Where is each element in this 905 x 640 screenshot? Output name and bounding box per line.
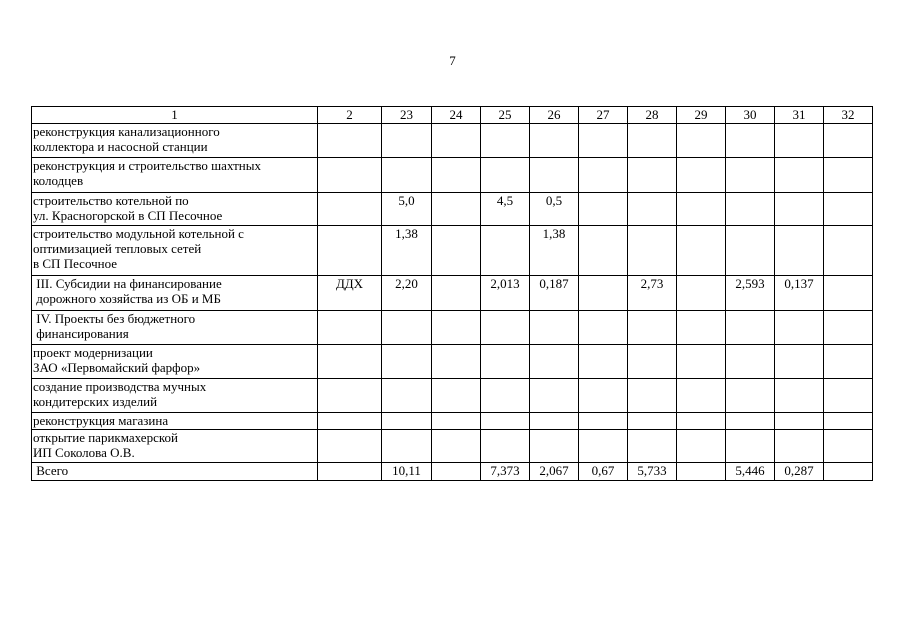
column-header: 28: [628, 107, 677, 124]
value-cell: [824, 226, 873, 276]
value-cell: [726, 311, 775, 345]
value-cell: [628, 158, 677, 193]
value-cell: [382, 345, 432, 379]
value-cell: 4,5: [481, 193, 530, 226]
row-description: проект модернизации ЗАО «Первомайский фарфор»: [32, 345, 318, 379]
value-cell: [775, 226, 824, 276]
column-header: 32: [824, 107, 873, 124]
value-cell: [432, 276, 481, 311]
value-cell: [628, 430, 677, 463]
value-cell: [677, 158, 726, 193]
value-cell: [579, 158, 628, 193]
value-cell: [579, 193, 628, 226]
table-row: [32, 311, 873, 345]
row-code: [318, 193, 382, 226]
value-cell: [481, 226, 530, 276]
value-cell: 5,446: [726, 463, 775, 481]
value-cell: [775, 311, 824, 345]
row-code: [318, 226, 382, 276]
value-cell: [824, 463, 873, 481]
value-cell: [628, 345, 677, 379]
table-row: [32, 226, 873, 276]
value-cell: [579, 430, 628, 463]
row-code: [318, 463, 382, 481]
value-cell: 5,0: [382, 193, 432, 226]
value-cell: [677, 379, 726, 413]
value-cell: [726, 226, 775, 276]
header-row: [32, 107, 873, 124]
row-description: строительство котельной по ул. Красногорской в СП Песочное: [32, 193, 318, 226]
value-cell: [726, 124, 775, 158]
value-cell: [775, 193, 824, 226]
value-cell: [481, 158, 530, 193]
value-cell: [824, 413, 873, 430]
row-description: III. Субсидии на финансирование дорожного хозяйства из ОБ и МБ: [32, 276, 318, 311]
column-header: 25: [481, 107, 530, 124]
row-code: [318, 379, 382, 413]
table-row: [32, 379, 873, 413]
value-cell: [432, 193, 481, 226]
table-row: [32, 124, 873, 158]
value-cell: [530, 158, 579, 193]
value-cell: [726, 193, 775, 226]
value-cell: [530, 430, 579, 463]
table-row: [32, 158, 873, 193]
row-description: реконструкция канализационного коллектора и насосной станции: [32, 124, 318, 158]
value-cell: 0,187: [530, 276, 579, 311]
row-description: строительство модульной котельной с оптимизацией тепловых сетей в СП Песочное: [32, 226, 318, 276]
value-cell: [628, 193, 677, 226]
table-row: [32, 430, 873, 463]
table-row: [32, 463, 873, 481]
value-cell: [481, 430, 530, 463]
value-cell: 10,11: [382, 463, 432, 481]
value-cell: [432, 124, 481, 158]
value-cell: [824, 379, 873, 413]
value-cell: 2,73: [628, 276, 677, 311]
table-row: [32, 345, 873, 379]
value-cell: [382, 311, 432, 345]
value-cell: [481, 124, 530, 158]
value-cell: 2,067: [530, 463, 579, 481]
value-cell: [432, 311, 481, 345]
value-cell: [726, 430, 775, 463]
value-cell: [481, 413, 530, 430]
value-cell: [677, 311, 726, 345]
value-cell: [628, 413, 677, 430]
column-header: 26: [530, 107, 579, 124]
page-number: 7: [449, 53, 456, 68]
value-cell: [579, 345, 628, 379]
value-cell: 1,38: [530, 226, 579, 276]
data-table: [31, 106, 873, 481]
value-cell: [579, 379, 628, 413]
row-code: [318, 124, 382, 158]
value-cell: [726, 158, 775, 193]
value-cell: 1,38: [382, 226, 432, 276]
column-header: 2: [318, 107, 382, 124]
value-cell: [432, 463, 481, 481]
value-cell: [824, 193, 873, 226]
value-cell: [481, 379, 530, 413]
value-cell: [677, 345, 726, 379]
value-cell: [530, 124, 579, 158]
value-cell: [628, 311, 677, 345]
row-description: создание производства мучных кондитерских изделий: [32, 379, 318, 413]
row-code: [318, 413, 382, 430]
row-code: ДДХ: [318, 276, 382, 311]
table-row: [32, 193, 873, 226]
value-cell: 2,013: [481, 276, 530, 311]
column-header: 24: [432, 107, 481, 124]
value-cell: [677, 430, 726, 463]
value-cell: [579, 413, 628, 430]
value-cell: [726, 345, 775, 379]
row-code: [318, 345, 382, 379]
row-description: IV. Проекты без бюджетного финансирования: [32, 311, 318, 345]
value-cell: [382, 430, 432, 463]
value-cell: [579, 124, 628, 158]
value-cell: [677, 124, 726, 158]
row-code: [318, 311, 382, 345]
value-cell: 0,287: [775, 463, 824, 481]
row-code: [318, 430, 382, 463]
value-cell: [824, 311, 873, 345]
value-cell: [824, 430, 873, 463]
value-cell: [530, 311, 579, 345]
value-cell: [579, 311, 628, 345]
value-cell: [775, 413, 824, 430]
value-cell: [775, 379, 824, 413]
value-cell: 5,733: [628, 463, 677, 481]
value-cell: [432, 345, 481, 379]
value-cell: [481, 311, 530, 345]
value-cell: [677, 413, 726, 430]
value-cell: [382, 413, 432, 430]
value-cell: [628, 226, 677, 276]
value-cell: [824, 158, 873, 193]
value-cell: [726, 379, 775, 413]
row-description: реконструкция и строительство шахтных колодцев: [32, 158, 318, 193]
value-cell: [775, 345, 824, 379]
column-header: 27: [579, 107, 628, 124]
table-row: [32, 276, 873, 311]
value-cell: [382, 158, 432, 193]
value-cell: [677, 193, 726, 226]
value-cell: [481, 345, 530, 379]
column-header: 29: [677, 107, 726, 124]
column-header: 30: [726, 107, 775, 124]
value-cell: [677, 463, 726, 481]
value-cell: [432, 226, 481, 276]
value-cell: 2,593: [726, 276, 775, 311]
value-cell: [579, 276, 628, 311]
value-cell: [382, 379, 432, 413]
row-description: открытие парикмахерской ИП Соколова О.В.: [32, 430, 318, 463]
value-cell: [432, 413, 481, 430]
row-description: Всего: [32, 463, 318, 481]
column-header: 1: [32, 107, 318, 124]
value-cell: [579, 226, 628, 276]
column-header: 31: [775, 107, 824, 124]
value-cell: 0,67: [579, 463, 628, 481]
value-cell: 0,5: [530, 193, 579, 226]
value-cell: [530, 345, 579, 379]
value-cell: [726, 413, 775, 430]
value-cell: [432, 158, 481, 193]
value-cell: [677, 226, 726, 276]
value-cell: [824, 276, 873, 311]
value-cell: [628, 124, 677, 158]
value-cell: [775, 430, 824, 463]
value-cell: [432, 430, 481, 463]
value-cell: [628, 379, 677, 413]
value-cell: [775, 158, 824, 193]
row-code: [318, 158, 382, 193]
row-description: реконструкция магазина: [32, 413, 318, 430]
value-cell: [824, 345, 873, 379]
value-cell: [677, 276, 726, 311]
value-cell: 0,137: [775, 276, 824, 311]
value-cell: [824, 124, 873, 158]
column-header: 23: [382, 107, 432, 124]
value-cell: [382, 124, 432, 158]
value-cell: 7,373: [481, 463, 530, 481]
value-cell: 2,20: [382, 276, 432, 311]
table-row: [32, 413, 873, 430]
value-cell: [530, 379, 579, 413]
value-cell: [432, 379, 481, 413]
value-cell: [530, 413, 579, 430]
value-cell: [775, 124, 824, 158]
